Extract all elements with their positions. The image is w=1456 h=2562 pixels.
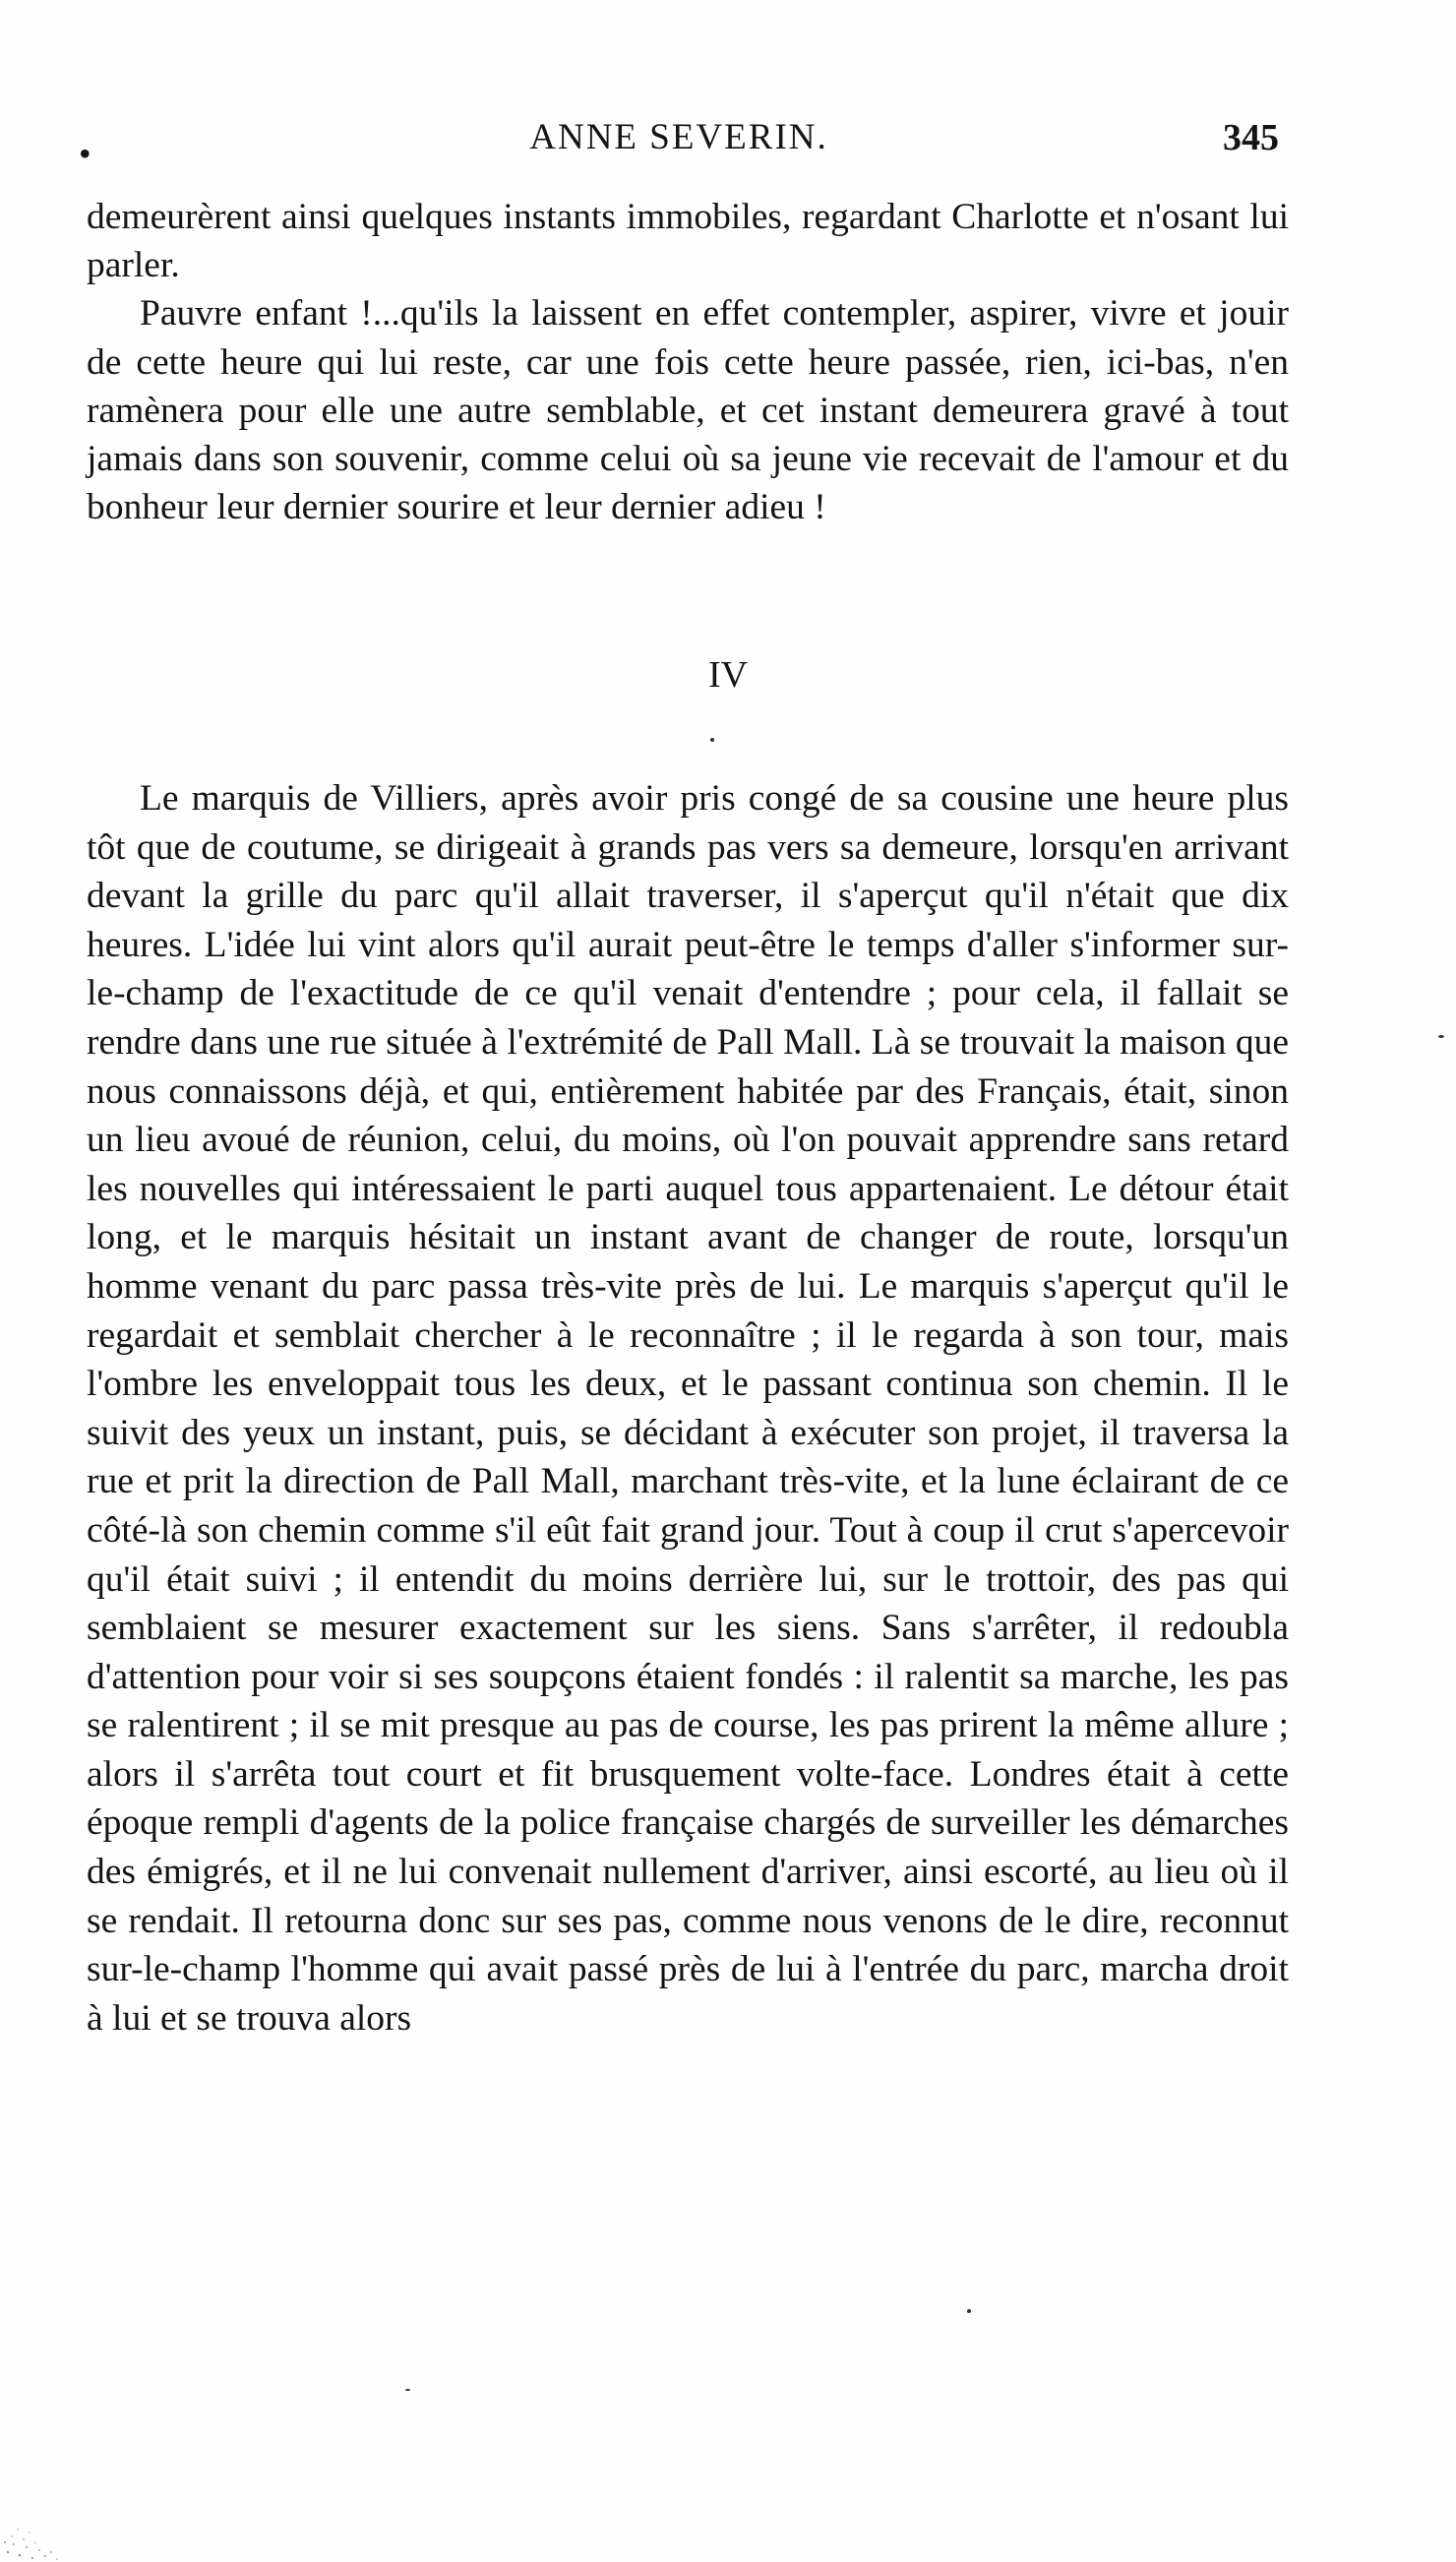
page-header	[79, 116, 1279, 175]
top-text-block	[87, 193, 1289, 531]
header-mark: •	[79, 134, 91, 173]
section-heading: IV	[707, 654, 749, 696]
scan-speck	[1438, 1035, 1444, 1038]
page-number: 345	[1223, 117, 1279, 158]
paragraph-continuation: demeurèrent ainsi quelques instants immobiles, regardant Charlotte et n'osant lui parler.	[87, 197, 1289, 286]
scan-speck	[405, 2389, 410, 2391]
scan-speck	[710, 738, 714, 742]
running-title: ANNE SEVERIN.	[529, 117, 828, 157]
scan-noise-corner	[0, 2493, 89, 2562]
paragraph-pauvre-enfant: Pauvre enfant !...qu'ils la laissent en effet contempler, aspirer, vivre et jouir de cette heure qui lui reste, car une fois cette heure passée, rien, ici-bas, n'en ramènera pour elle une autre semblable, et cet instant demeurera gravé à tout jamais dans son souvenir, comme celui où sa jeune vie recevait de l'amour et du bonheur leur dernier sourire et leur dernier adieu !	[87, 293, 1289, 528]
scan-speck	[967, 2309, 971, 2313]
section-text-block	[87, 774, 1289, 2043]
paragraph-marquis: Le marquis de Villiers, après avoir pris congé de sa cousine une heure plus tôt que de coutume, se dirigeait à grands pas vers sa demeure, lorsqu'en arrivant devant la grille du parc qu'il allait traverser, il s'aperçut qu'il n'était que dix heures. L'idée lui vint alors qu'il aurait peut-être le temps d'aller s'informer sur-le-champ de l'exactitude de ce qu'il venait d'entendre ; pour cela, il fallait se rendre dans une rue située à l'extrémité de Pall Mall. Là se trouvait la maison que nous connaissons déjà, et qui, entièrement habitée par des Français, était, sinon un lieu avoué de réunion, celui, du moins, où l'on pouvait apprendre sans retard les nouvelles qui intéressaient le parti auquel tous appartenaient. Le détour était long, et le marquis hésitait un instant avant de changer de route, lorsqu'un homme venant du parc passa très-vite près de lui. Le marquis s'aperçut qu'il le regardait et semblait chercher à le reconnaître ; il le regarda à son tour, mais l'ombre les enveloppait tous les deux, et le passant continua son chemin. Il le suivit des yeux un instant, puis, se décidant à exécuter son projet, il traversa la rue et prit la direction de Pall Mall, marchant très-vite, et la lune éclairant de ce côté-là son chemin comme s'il eût fait grand jour. Tout à coup il crut s'apercevoir qu'il était suivi ; il entendit du moins derrière lui, sur le trottoir, des pas qui semblaient se mesurer exactement sur les siens. Sans s'arrêter, il redoubla d'attention pour voir si ses soupçons étaient fondés : il ralentit sa marche, les pas se ralentirent ; il se mit presque au pas de course, les pas prirent la même allure ; alors il s'arrêta tout court et fit brusquement volte-face. Londres était à cette époque rempli d'agents de la police française chargés de surveiller les démarches des émigrés, et il ne lui convenait nullement d'arriver, ainsi escorté, au lieu où il se rendait. Il retourna donc sur ses pas, comme nous venons de le dire, reconnut sur-le-champ l'homme qui avait passé près de lui à l'entrée du parc, marcha droit à lui et se trouva alors	[87, 778, 1289, 2039]
